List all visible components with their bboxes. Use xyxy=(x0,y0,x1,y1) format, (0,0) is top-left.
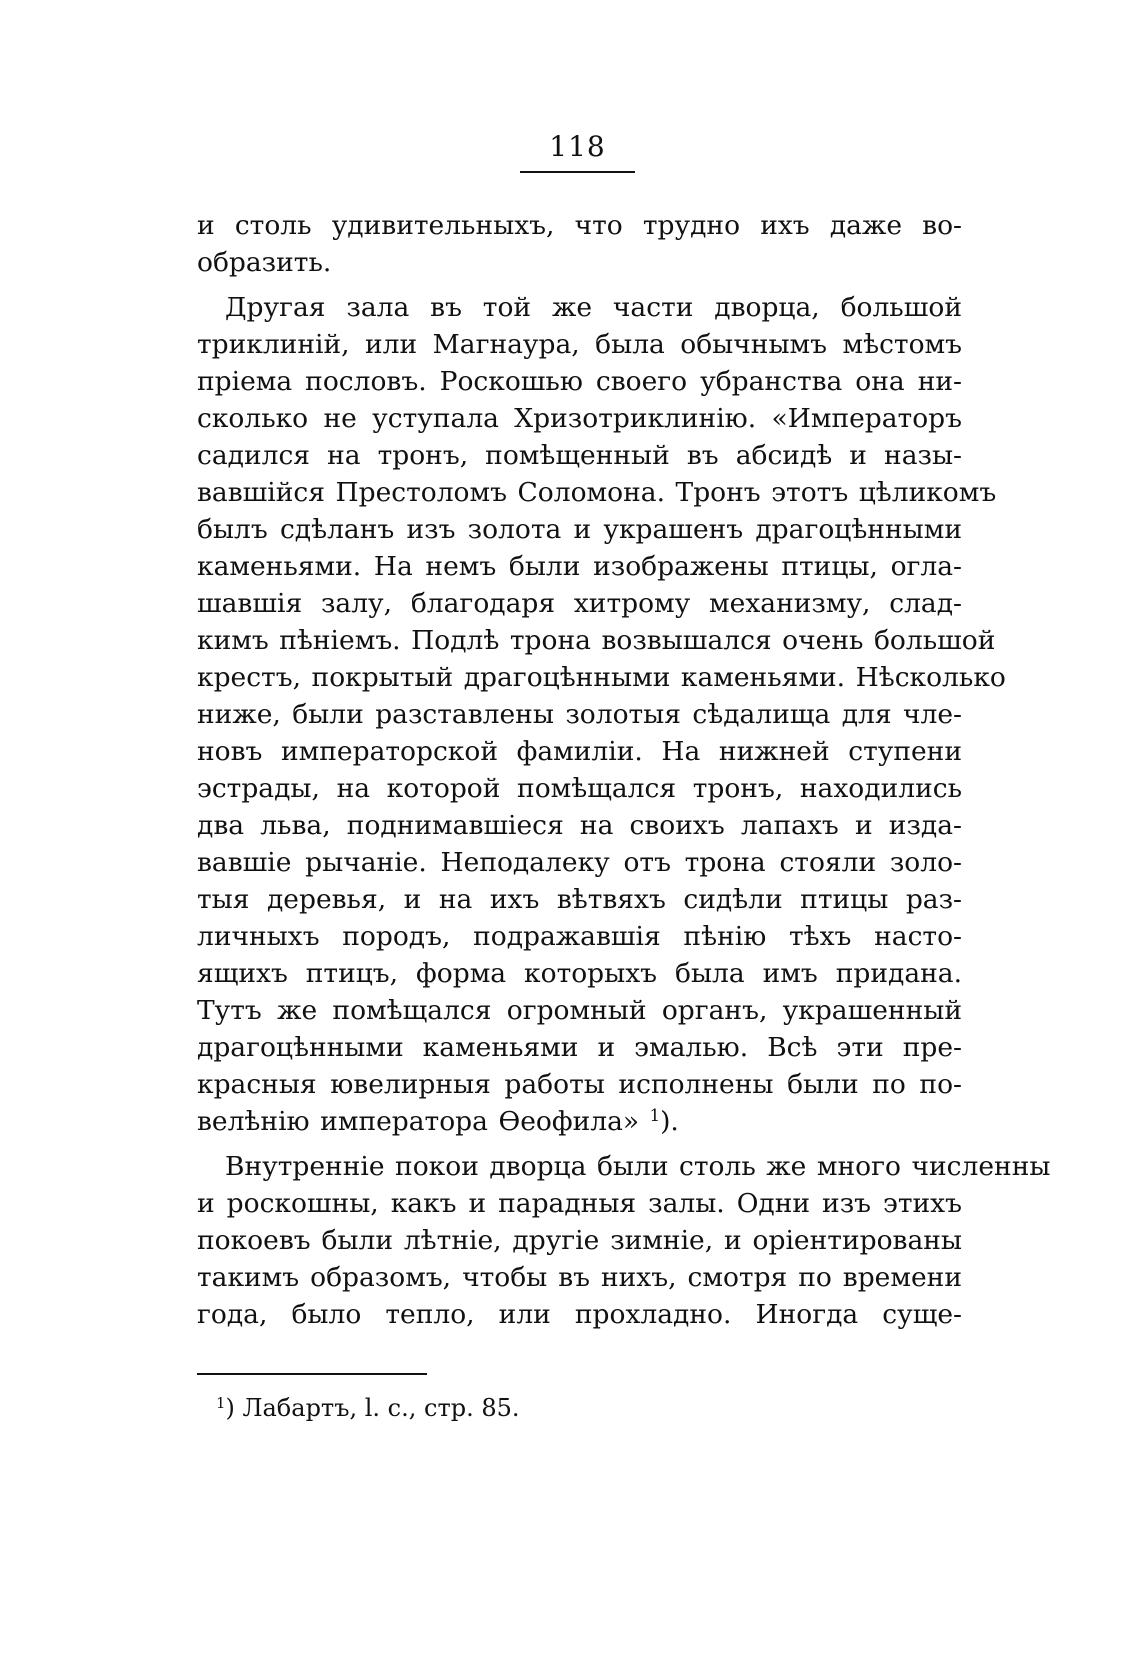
text-line: шавшія залу, благодаря хитрому механизму, слад- xyxy=(197,588,962,619)
text-line: триклиній, или Магнаура, была обычнымъ мѣстомъ xyxy=(197,329,962,360)
text-line: эстрады, на которой помѣщался тронъ, находились xyxy=(197,773,962,804)
footnote-reference: 1 xyxy=(649,1105,661,1125)
text-line: покоевъ были лѣтніе, другіе зимніе, и оріентированы xyxy=(197,1225,962,1256)
text-line: Другая зала въ той же части дворца, большой xyxy=(225,292,962,323)
text-line: Внутренніе покои дворца были столь же много численны xyxy=(225,1151,1051,1182)
text-line: такимъ образомъ, чтобы въ нихъ, смотря по времени xyxy=(197,1262,962,1293)
text-line: каменьями. На немъ были изображены птицы, огла- xyxy=(197,551,962,582)
text-line: новъ императорской фамиліи. На нижней ступени xyxy=(197,736,962,767)
text-line: вавшіе рычаніе. Неподалеку отъ трона стояли золо- xyxy=(197,847,962,878)
paragraph-1 xyxy=(197,207,962,281)
paragraph-3 xyxy=(197,1148,1051,1333)
paragraph-2 xyxy=(197,289,1006,1140)
page-number: 118 xyxy=(549,130,606,163)
text-line: ящихъ птицъ, форма которыхъ была имъ придана. xyxy=(197,958,962,989)
text-line: кимъ пѣніемъ. Подлѣ трона возвышался очень большой xyxy=(197,625,996,656)
footnote-rule xyxy=(197,1373,427,1375)
text-line: ниже, были разставлены золотыя сѣдалища для чле- xyxy=(197,699,962,730)
text-line xyxy=(197,1103,962,1140)
body-text xyxy=(197,207,1051,1333)
text-line: тыя деревья, и на ихъ вѣтвяхъ сидѣли птицы раз- xyxy=(197,884,962,915)
text-line: вавшійся Престоломъ Соломона. Тронъ этотъ цѣликомъ xyxy=(197,477,997,508)
text-line: два льва, поднимавшіеся на своихъ лапахъ и изда- xyxy=(197,810,962,841)
text-line: красныя ювелирныя работы исполнены были по по- xyxy=(197,1069,962,1100)
text-line: драгоцѣнными каменьями и эмалью. Всѣ эти пре- xyxy=(197,1032,962,1063)
text-line: образить. xyxy=(197,247,332,278)
text-line: личныхъ породъ, подражавшія пѣнію тѣхъ насто- xyxy=(197,921,962,952)
text-line: сколько не уступала Хризотриклинію. «Императоръ xyxy=(197,403,962,434)
footnote-paren: ) xyxy=(225,1394,235,1422)
text-line: и столь удивительныхъ, что трудно ихъ даже во- xyxy=(197,210,962,241)
footnote xyxy=(216,1393,520,1423)
text-line: садился на тронъ, помѣщенный въ абсидѣ и назы- xyxy=(197,440,962,471)
page-number-rule xyxy=(520,171,635,173)
text-line: и роскошны, какъ и парадныя залы. Одни изъ этихъ xyxy=(197,1188,962,1219)
text-line: крестъ, покрытый драгоцѣнными каменьями. Нѣсколько xyxy=(197,662,1006,693)
text-line-content: велѣнію императора Ѳеофила» xyxy=(197,1106,640,1137)
closing-punctuation: ). xyxy=(660,1106,679,1137)
footnote-text: Лабартъ, l. c., стр. 85. xyxy=(234,1394,520,1422)
footnote-marker: 1 xyxy=(216,1393,226,1412)
text-line: былъ сдѣланъ изъ золота и украшенъ драгоцѣнными xyxy=(197,514,962,545)
text-line: года, было тепло, или прохладно. Иногда суще- xyxy=(197,1299,962,1330)
text-line: Тутъ же помѣщался огромный органъ, украшенный xyxy=(197,995,962,1026)
text-line: пріема пословъ. Роскошью своего убранства она ни- xyxy=(197,366,962,397)
